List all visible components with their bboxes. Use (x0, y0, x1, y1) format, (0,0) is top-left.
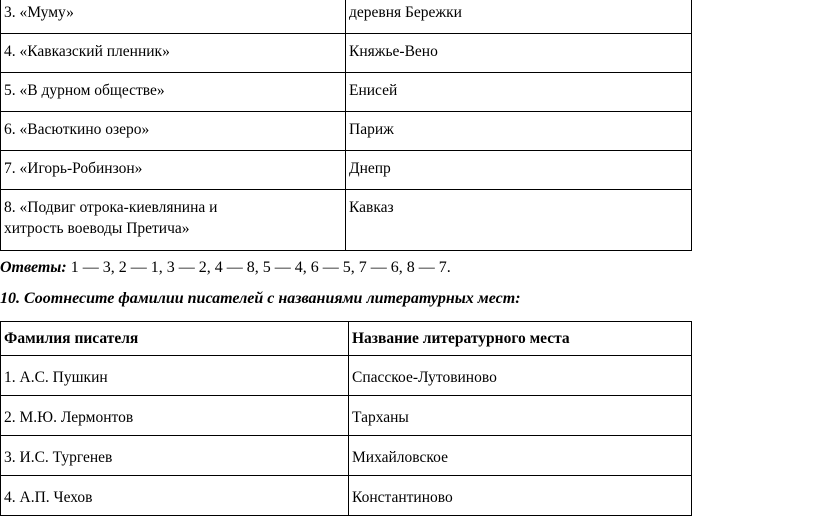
writer-text: 1. А.С. Пушкин (4, 369, 108, 386)
writer-cell (1, 476, 349, 516)
works-places-table (0, 0, 692, 251)
work-cell (1, 0, 346, 34)
table-row (1, 0, 692, 34)
place-text: Михайловское (352, 449, 448, 466)
place-cell (346, 151, 692, 190)
writers-places-table (0, 321, 692, 516)
place-cell (349, 476, 692, 516)
answers-text: 1 — 3, 2 — 1, 3 — 2, 4 — 8, 5 — 4, 6 — 5, 7 — 6, 8 — 7. (66, 259, 451, 276)
place-cell (346, 34, 692, 73)
work-text: 8. «Подвиг отрока-киевлянина и хитрость воеводы Претича» (4, 199, 218, 237)
answers-line (0, 258, 451, 278)
writer-cell (1, 356, 349, 396)
place-text: Константиново (352, 489, 453, 506)
place-cell (346, 112, 692, 151)
place-cell (349, 436, 692, 476)
header-cell-writer (1, 322, 349, 356)
writer-text: 3. И.С. Тургенев (4, 449, 113, 466)
work-cell (1, 151, 346, 190)
place-cell (349, 356, 692, 396)
work-text: 5. «В дурном обществе» (4, 82, 165, 99)
work-cell (1, 73, 346, 112)
place-cell (346, 73, 692, 112)
writer-text: 4. А.П. Чехов (4, 489, 93, 506)
work-text: 6. «Васюткино озеро» (4, 121, 150, 138)
work-cell (1, 190, 346, 251)
table-row (1, 356, 692, 396)
table-row (1, 34, 692, 73)
table-row (1, 190, 692, 251)
writer-cell (1, 436, 349, 476)
place-cell (349, 396, 692, 436)
place-text: Спасское-Лутовиново (352, 369, 497, 386)
table-row (1, 73, 692, 112)
task-10-heading: 10. Соотнесите фамилии писателей с названиями литературных мест: (0, 290, 521, 307)
table-row (1, 476, 692, 516)
table-row (1, 151, 692, 190)
answers-label: Ответы: (0, 259, 67, 276)
work-text: 3. «Муму» (4, 4, 74, 21)
place-text: Княжье-Вено (349, 43, 438, 60)
header-cell-place (349, 322, 692, 356)
place-text: Париж (349, 121, 394, 138)
writer-cell (1, 396, 349, 436)
header-place-text: Название литературного места (352, 330, 570, 347)
work-cell (1, 112, 346, 151)
header-writer-text: Фамилия писателя (4, 330, 139, 347)
table-row (1, 436, 692, 476)
table-row (1, 112, 692, 151)
work-cell (1, 34, 346, 73)
work-text: 4. «Кавказский пленник» (4, 43, 170, 60)
work-text: 7. «Игорь-Робинзон» (4, 160, 143, 177)
place-text: Днепр (349, 160, 391, 177)
place-text: Енисей (349, 82, 398, 99)
table-header-row (1, 322, 692, 356)
place-text: деревня Бережки (349, 4, 462, 21)
place-text: Кавказ (349, 199, 394, 216)
table-row (1, 396, 692, 436)
writer-text: 2. М.Ю. Лермонтов (4, 409, 134, 426)
place-cell (346, 190, 692, 251)
place-text: Тарханы (352, 409, 409, 426)
place-cell (346, 0, 692, 34)
